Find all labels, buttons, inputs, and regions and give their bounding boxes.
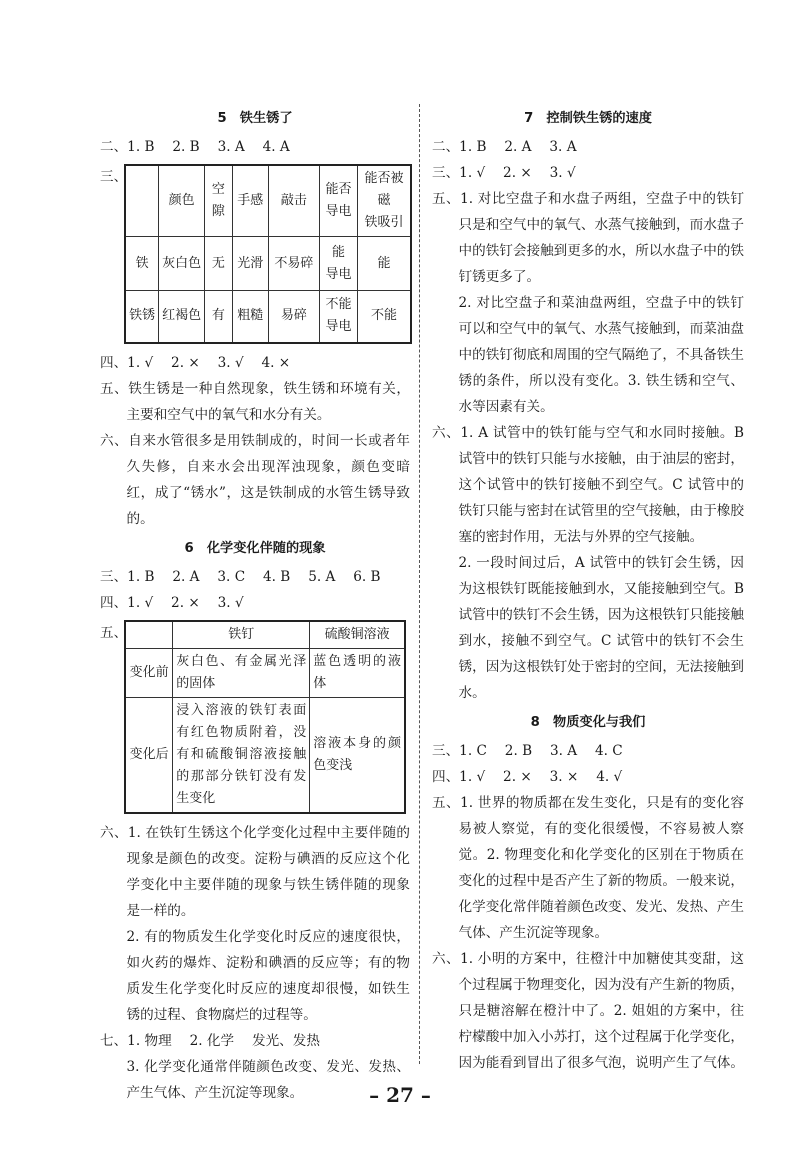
header-cell: 敲击	[268, 165, 320, 237]
row-label: 铁	[125, 237, 159, 291]
sec5-q6: 六、自来水管很多是用铁制成的，时间一长或者年久失修，自来水会出现浑浊现象，颜色变暗红，成了“锈水”，这是铁制成的水管生锈导致的。	[100, 432, 410, 527]
header-cell: 能否 导电	[320, 165, 358, 237]
sec7-q6-2: 2. 一段时间过后，A 试管中的铁钉会生锈，因为这根铁钉既能接触到水，又能接触到空气。B 试管中的铁钉不会生锈，因为这根铁钉只能接触到水，接触不到空气。C 试管中的铁钉不会生锈，因为这根铁钉处于密封的空间，无法接触到水。	[458, 555, 744, 701]
section-7-title: 7 控制铁生锈的速度	[524, 111, 652, 126]
header-cell: 颜色	[159, 165, 205, 237]
sec7-q6-1: 六、1. A 试管中的铁钉能与空气和水同时接触。B 试管中的铁钉只能与水接触，由于油层的密封，这个试管中的铁钉接触不到空气。C 试管中的铁钉只能与密封在试管里的空气接触，由于橡胶塞的密封作用，无法与外界的空气接触。	[432, 425, 744, 545]
nail-copper-table	[124, 620, 406, 814]
table-cell: 灰白色、有金属光泽的固体	[173, 648, 310, 697]
table-cell: 红褐色	[159, 291, 205, 343]
section-5-title: 5 铁生锈了	[217, 111, 293, 126]
row-label: 铁锈	[125, 291, 159, 343]
sec5-q4: 四、1. √ 2. × 3. √ 4. ×	[100, 354, 291, 371]
table-cell: 蓝色透明的液体	[310, 648, 405, 697]
table-cell: 灰白色	[159, 237, 205, 291]
row-label: 变化前	[125, 648, 173, 697]
table-cell: 浸入溶液的铁钉表面有红色物质附着，没有和硫酸铜溶液接触的那部分铁钉没有发生变化	[173, 697, 310, 813]
table-cell: 粗糙	[232, 291, 268, 343]
sec7-q3: 三、1. √ 2. × 3. √	[432, 165, 576, 181]
table-cell: 能 导电	[320, 237, 358, 291]
table-row	[125, 648, 405, 697]
header-cell: 能否被磁 铁吸引	[357, 165, 411, 237]
iron-rust-table	[124, 164, 412, 344]
sec7-q2: 二、1. B 2. A 3. A	[432, 139, 577, 155]
table-cell: 有	[204, 291, 232, 343]
table-cell: 能	[357, 237, 411, 291]
sec6-q5-label: 五、	[100, 624, 128, 641]
sec8-q4: 四、1. √ 2. × 3. × 4. √	[432, 769, 623, 785]
sec6-q4: 四、1. √ 2. × 3. √	[100, 594, 244, 611]
table-row	[125, 237, 411, 291]
sec6-q7-3: 3. 化学变化通常伴随颜色改变、发光、发热、产生气体、产生沉淀等现象。	[126, 1058, 410, 1101]
table-corner	[125, 165, 159, 237]
sec7-q5-2: 2. 对比空盘子和菜油盘两组，空盘子中的铁钉可以和空气中的氧气、水蒸气接触到，而菜油盘中的铁钉彻底和周围的空气隔绝了，不具备铁生锈的条件，所以没有变化。3. 铁生锈和空气、水等因素有关。	[458, 295, 744, 415]
sec6-q3: 三、1. B 2. A 3. C 4. B 5. A 6. B	[100, 568, 381, 585]
table-cell: 无	[204, 237, 232, 291]
section-6-title: 6 化学变化伴随的现象	[184, 540, 326, 556]
table-row	[125, 697, 405, 813]
sec6-q5	[100, 620, 410, 814]
table-cell: 光滑	[232, 237, 268, 291]
left-column	[100, 102, 410, 1106]
right-column	[432, 102, 744, 1076]
table-corner	[125, 621, 173, 649]
sec8-q5: 五、1. 世界的物质都在发生变化，只是有的变化容易被人察觉，有的变化很缓慢，不容易被人察觉。2. 物理变化和化学变化的区别在于物质在变化的过程中是否产生了新的物质。一般来说，化学变化常伴随着颜色改变、发光、发热、产生气体、产生沉淀等现象。	[432, 795, 744, 941]
sec8-q6: 六、1. 小明的方案中，往橙汁中加糖使其变甜，这个过程属于物理变化，因为没有产生新的物质，只是糖溶解在橙汁中了。2. 姐姐的方案中，往柠檬酸中加入小苏打，这个过程属于化学变化，因为能看到冒出了很多气泡，说明产生了气体。	[432, 951, 744, 1071]
sec6-q6-2: 2. 有的物质发生化学变化时反应的速度很快，如火药的爆炸、淀粉和碘酒的反应等；有的物质发生化学变化时反应的速度却很慢，如铁生锈的过程、食物腐烂的过程等。	[126, 928, 410, 1023]
table-row	[125, 291, 411, 343]
table-cell: 易碎	[268, 291, 320, 343]
sec5-q2: 二、1. B 2. B 3. A 4. A	[100, 139, 290, 155]
sec5-q3	[100, 164, 410, 344]
header-cell: 空隙	[204, 165, 232, 237]
sec8-q3: 三、1. C 2. B 3. A 4. C	[432, 743, 623, 759]
header-cell: 手感	[232, 165, 268, 237]
sec6-q6-1: 六、1. 在铁钉生锈这个化学变化过程中主要伴随的现象是颜色的改变。淀粉与碘酒的反应这个化学变化中主要伴随的现象与铁生锈伴随的现象是一样的。	[100, 824, 410, 919]
section-8-title: 8 物质变化与我们	[530, 715, 646, 730]
table-cell: 不易碎	[268, 237, 320, 291]
table-cell: 溶液本身的颜色变浅	[310, 697, 405, 813]
header-cell: 硫酸铜溶液	[310, 621, 405, 649]
header-cell: 铁钉	[173, 621, 310, 649]
sec7-q5-1: 五、1. 对比空盘子和水盘子两组，空盘子中的铁钉只是和空气中的氧气、水蒸气接触到，而水盘子中的铁钉会接触到更多的水，所以水盘子中的铁钉锈更多了。	[432, 191, 744, 285]
page-number: – 27 –	[369, 1083, 431, 1107]
sec6-q7-1: 七、1. 物理 2. 化学 发光、发热	[100, 1032, 320, 1049]
row-label: 变化后	[125, 697, 173, 813]
column-divider	[419, 104, 420, 1064]
sec5-q5: 五、铁生锈是一种自然现象，铁生锈和环境有关，主要和空气中的氧气和水分有关。	[100, 380, 410, 423]
table-cell: 不能 导电	[320, 291, 358, 343]
table-cell: 不能	[357, 291, 411, 343]
sec5-q3-label: 三、	[100, 169, 128, 185]
